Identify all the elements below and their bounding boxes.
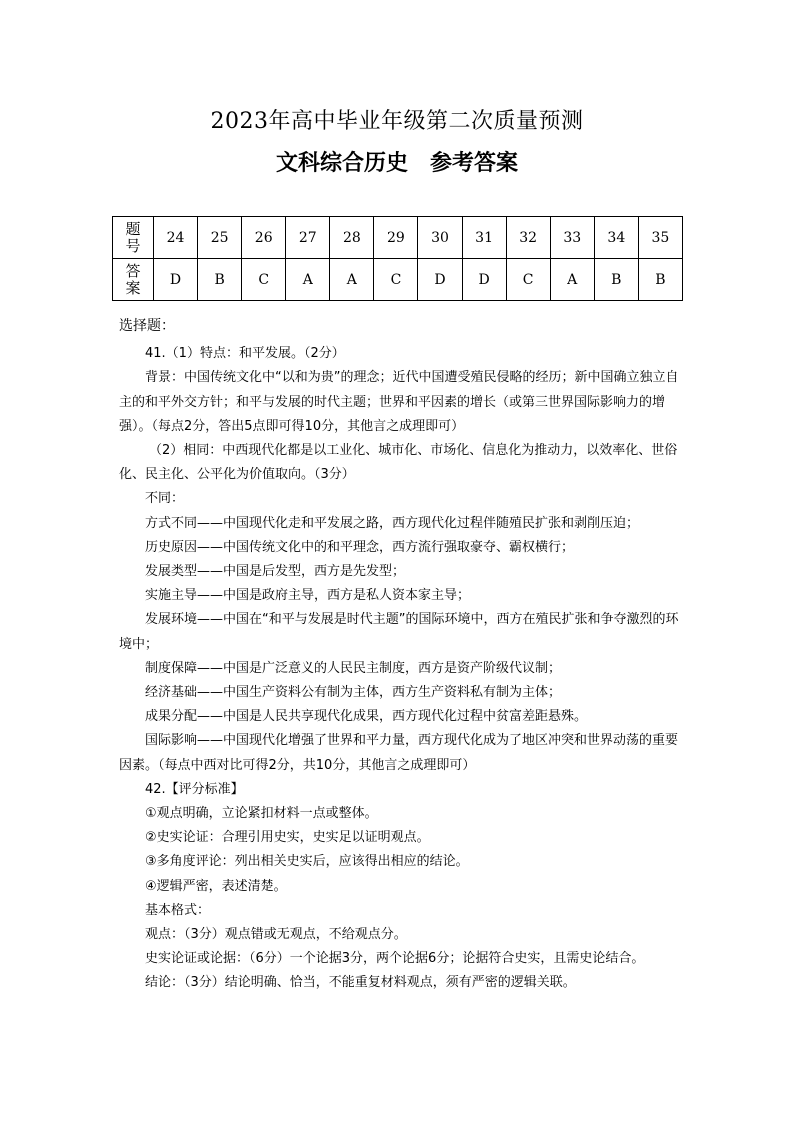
answer-paragraph: 发展环境——中国在“和平与发展是时代主题”的国际环境中，西方在殖民扩张和争夺激烈的环境中； [119,612,679,652]
exam-title: 2023年高中毕业年级第二次质量预测 [210,109,584,134]
answer-row [113,259,683,301]
subtitle-subject: 文科综合历史 [275,151,408,176]
answer-paragraph: 经济基础——中国生产资料公有制为主体，西方生产资料私有制为主体； [145,685,562,701]
answer-cell: C [506,259,550,301]
section-title: 选择题： [119,318,175,334]
answer-cell: B [594,259,638,301]
answer-paragraph: 成果分配——中国是人民共享现代化成果，西方现代化过程中贫富差距悬殊。 [145,709,588,725]
question-number-cell: 29 [374,217,418,259]
answer-paragraph: 史实论证或论据：（6分）一个论据3分，两个论据6分；论据符合史实，且需史论结合。 [145,951,645,967]
answer-cell: B [638,259,682,301]
answer-cell: A [286,259,330,301]
question-number-cell: 26 [242,217,286,259]
answer-cell: C [374,259,418,301]
answer-cell: C [242,259,286,301]
answer-paragraph: 背景：中国传统文化中“以和为贵”的理念；近代中国遭受殖民侵略的经历；新中国确立独立自主的和平外交方针；和平与发展的时代主题；世界和平因素的增长（或第三世界国际影响力的增强）。（每点2分，答出5点即可得10分，其他言之成理即可） [119,370,679,434]
question-number-cell: 25 [198,217,242,259]
answer-cell: D [418,259,462,301]
answer-paragraph: 41.（1）特点：和平发展。（2分） [145,346,345,362]
answer-paragraph: 基本格式： [145,902,211,918]
answer-paragraph: （2）相同：中西现代化都是以工业化、城市化、市场化、信息化为推动力，以效率化、世俗化、民主化、公平化为价值取向。（3分） [119,443,678,483]
question-number-cell: 27 [286,217,330,259]
answer-paragraph: 历史原因——中国传统文化中的和平理念，西方流行强取豪夺、霸权横行； [145,539,575,555]
answer-paragraph: ③多角度评论：列出相关史实后，应该得出相应的结论。 [145,854,469,870]
question-number-row [113,217,683,259]
answer-paragraph: 42.【评分标准】 [145,781,244,797]
answer-cell: A [550,259,594,301]
answer-paragraph: 不同： [145,491,185,507]
answer-cell: A [330,259,374,301]
paragraph-list [119,342,685,995]
subtitle-answer-key: 参考答案 [430,151,519,176]
answer-table [112,216,683,301]
question-number-cell: 35 [638,217,682,259]
answer-paragraph: 方式不同——中国现代化走和平发展之路，西方现代化过程伴随殖民扩张和剥削压迫； [145,515,640,531]
answer-paragraph: ②史实论证：合理引用史实，史实足以证明观点。 [145,830,430,846]
question-number-cell: 30 [418,217,462,259]
question-number-cell: 34 [594,217,638,259]
question-number-cell: 33 [550,217,594,259]
answer-paragraph: 国际影响——中国现代化增强了世界和平力量，西方现代化成为了地区冲突和世界动荡的重要因素。（每点中西对比可得2分，共10分，其他言之成理即可） [119,733,679,773]
question-number-cell: 32 [506,217,550,259]
answer-paragraph: 制度保障——中国是广泛意义的人民民主制度，西方是资产阶级代议制； [145,660,562,676]
answer-paragraph: 实施主导——中国是政府主导，西方是私人资本家主导； [145,588,471,604]
answer-cell: D [154,259,198,301]
answer-paragraph: 结论：（3分）结论明确、恰当，不能重复材料观点，须有严密的逻辑关联。 [145,975,576,991]
answer-cell: D [462,259,506,301]
exam-subtitle [0,146,794,177]
question-number-header: 题 号 [113,217,154,259]
answer-header: 答 案 [113,259,154,301]
answer-content [119,314,685,996]
question-number-cell: 24 [154,217,198,259]
question-number-cell: 28 [330,217,374,259]
answer-paragraph: 发展类型——中国是后发型，西方是先发型； [145,564,406,580]
answer-paragraph: 观点：（3分）观点错或无观点，不给观点分。 [145,927,407,943]
question-number-cell: 31 [462,217,506,259]
answer-paragraph: ④逻辑严密，表述清楚。 [145,878,287,894]
answer-cell: B [198,259,242,301]
answer-paragraph: ①观点明确，立论紧扣材料一点或整体。 [145,806,378,822]
